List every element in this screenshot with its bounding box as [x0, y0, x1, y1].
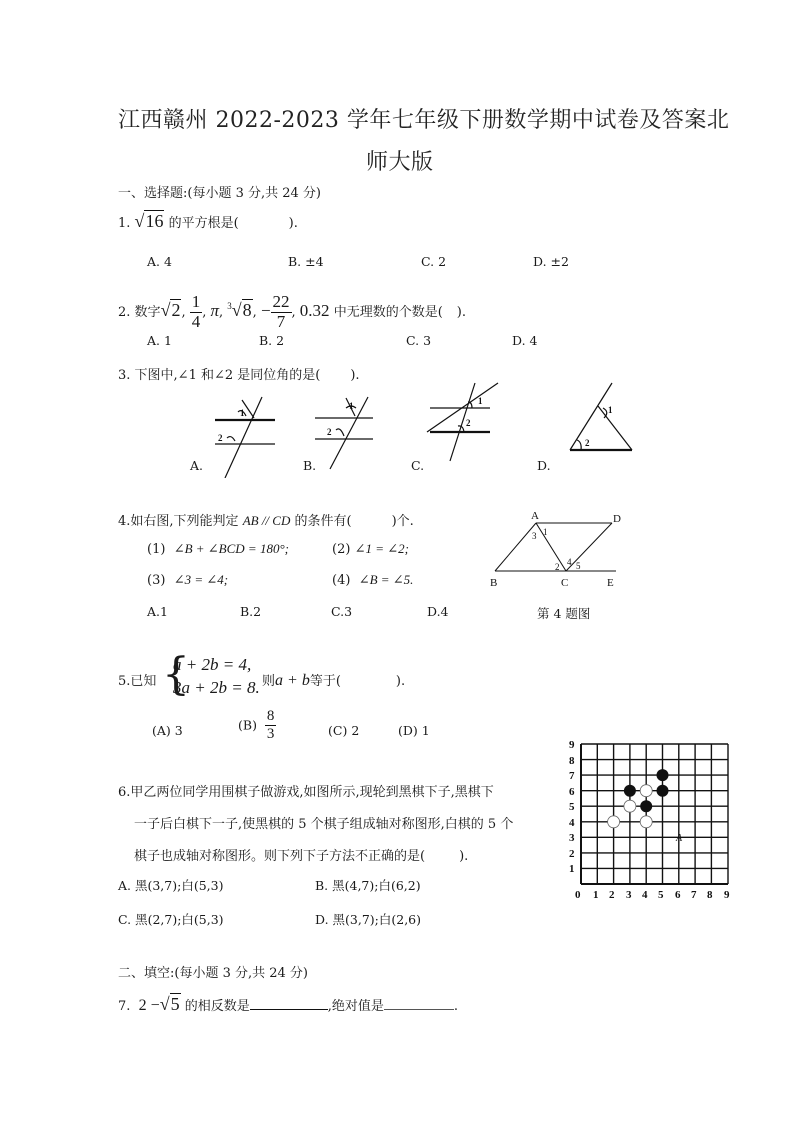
svg-text:D: D [613, 513, 621, 525]
svg-text:4: 4 [569, 817, 575, 829]
q5-equation-2: 3a + 2b = 8. [173, 678, 260, 697]
question-1: 1. √16 的平方根是( ). [118, 211, 298, 231]
black-stone [624, 785, 636, 797]
q5-option-a: (A) 3 [152, 723, 183, 738]
q3-figure-label-b: B. [303, 458, 317, 473]
svg-text:2: 2 [218, 433, 223, 443]
svg-text:C: C [561, 577, 569, 588]
section-heading-fill: 二、填空:(每小题 3 分,共 24 分) [118, 966, 308, 981]
q1-option-b: B. ±4 [288, 254, 324, 269]
q5-stem: 则a + b等于( ). [262, 672, 406, 689]
q2-option-b: B. 2 [259, 333, 285, 348]
fraction-1-4: $\frac{1}{4}$ [191, 292, 201, 331]
black-stone [657, 785, 669, 797]
svg-text:3: 3 [532, 531, 537, 541]
svg-text:E: E [607, 577, 614, 588]
question-number: 2. [118, 305, 131, 320]
svg-text:2: 2 [327, 427, 332, 437]
svg-text:6: 6 [675, 889, 681, 901]
svg-text:8: 8 [707, 889, 713, 901]
repeating-decimal: 0.32 [299, 301, 330, 320]
section-heading-choice: 一、选择题:(每小题 3 分,共 24 分) [118, 186, 321, 201]
svg-text:7: 7 [691, 889, 697, 901]
q3-figure-label-c: C. [411, 458, 425, 473]
fraction-22-7: $\frac{22}{7}$ [272, 292, 290, 331]
question-stem: 的平方根是( [168, 216, 239, 231]
question-2: 2. 数字√2, $\frac{1}{4}$ , π, $^3$√8, − $\frac{22}{7}$ , 0.32 中无理数的个数是( ). [118, 292, 466, 331]
q1-option-c: C. 2 [421, 254, 447, 269]
svg-text:2: 2 [555, 562, 560, 572]
q1-option-d: D. ±2 [533, 254, 569, 269]
svg-text:1: 1 [478, 396, 483, 406]
svg-text:7: 7 [569, 770, 575, 782]
svg-text:1: 1 [593, 889, 599, 901]
svg-text:5: 5 [569, 801, 575, 813]
go-board-figure [565, 736, 740, 906]
svg-text:2: 2 [609, 889, 615, 901]
sqrt-2: √2 [160, 300, 181, 320]
q6-option-c: C. 黑(2,7);白(5,3) [118, 912, 224, 927]
question-3: 3. 下图中,∠1 和∠2 是同位角的是( ). [118, 368, 360, 383]
cube-root-8: $^3$√8 [227, 300, 252, 320]
svg-text:3: 3 [569, 832, 575, 844]
svg-text:A: A [676, 833, 683, 844]
brace-icon: { [162, 649, 190, 700]
black-stone [640, 800, 652, 812]
q2-option-a: A. 1 [147, 333, 172, 348]
svg-text:5: 5 [658, 889, 664, 901]
svg-text:6: 6 [569, 786, 575, 798]
q3-figure-label-d: D. [537, 458, 551, 473]
q4-figure-caption: 第 4 题图 [537, 606, 591, 621]
q4-condition-3: (3) ∠3 = ∠4; [147, 572, 229, 588]
q6-line-1: 6.甲乙两位同学用围棋子做游戏,如图所示,现轮到黑棋下子,黑棋下 [118, 785, 494, 800]
question-4: 4.如右图,下列能判定 AB // CD 的条件有( )个. [118, 513, 414, 529]
q4-option-c: C.3 [331, 604, 353, 619]
answer-blank-opposite[interactable] [250, 995, 328, 1010]
q4-figure [486, 508, 626, 588]
white-stone [624, 800, 636, 812]
white-stone [640, 785, 652, 797]
svg-text:3: 3 [626, 889, 632, 901]
q6-option-a: A. 黑(3,7);白(5,3) [118, 878, 224, 893]
svg-text:B: B [490, 577, 498, 588]
svg-text:2: 2 [569, 848, 575, 860]
q6-line-3: 棋子也成轴对称图形。则下列下子方法不正确的是( ). [134, 849, 469, 864]
svg-text:1: 1 [349, 401, 354, 411]
q3-figure-label-a: A. [190, 458, 204, 473]
white-stone [608, 816, 620, 828]
svg-text:1: 1 [543, 527, 548, 537]
question-7: 7. 2 −√5 的相反数是 ,绝对值是 . [118, 994, 459, 1014]
answer-blank-absolute[interactable] [384, 995, 454, 1010]
q5-option-b: (B) $\frac{8}{3}$ [238, 708, 275, 742]
q5-option-d: (D) 1 [398, 723, 430, 738]
q5-prefix: 5.已知 [118, 674, 157, 689]
svg-text:0: 0 [575, 889, 581, 901]
q4-option-b: B.2 [240, 604, 262, 619]
q4-option-a: A.1 [147, 604, 168, 619]
svg-text:1: 1 [569, 863, 575, 875]
svg-text:A: A [531, 510, 539, 522]
q6-option-d: D. 黑(3,7);白(2,6) [315, 912, 421, 927]
document-title-line2: 师大版 [366, 150, 434, 175]
svg-text:9: 9 [569, 739, 575, 751]
q5-option-c: (C) 2 [328, 723, 360, 738]
q6-option-b: B. 黑(4,7);白(6,2) [315, 878, 421, 893]
svg-text:4: 4 [567, 557, 572, 567]
svg-text:1: 1 [608, 405, 613, 415]
q4-condition-1: (1) ∠B + ∠BCD = 180°; [147, 541, 289, 557]
svg-text:2: 2 [466, 418, 471, 428]
document-title-line1: 江西赣州 2022-2023 学年七年级下册数学期中试卷及答案北 [118, 108, 730, 133]
black-stone [657, 769, 669, 781]
q5-equation-1: a + 2b = 4, [173, 655, 252, 674]
q4-condition-2: (2) ∠1 = ∠2; [332, 541, 409, 557]
svg-text:4: 4 [642, 889, 648, 901]
svg-text:1: 1 [240, 408, 245, 418]
white-stone [640, 816, 652, 828]
q1-option-a: A. 4 [147, 254, 172, 269]
svg-text:5: 5 [576, 561, 581, 571]
sqrt-5: √5 [159, 994, 180, 1014]
question-number: 1. [118, 216, 131, 231]
q4-option-d: D.4 [427, 604, 449, 619]
q6-line-2: 一子后白棋下一子,使黑棋的 5 个棋子组成轴对称图形,白棋的 5 个 [134, 817, 514, 832]
q4-condition-4: (4) ∠B = ∠5. [332, 572, 414, 588]
sqrt-expression: √16 [134, 211, 164, 231]
svg-text:2: 2 [585, 438, 590, 448]
q2-option-d: D. 4 [512, 333, 538, 348]
svg-text:8: 8 [569, 755, 575, 767]
q2-option-c: C. 3 [406, 333, 432, 348]
svg-text:9: 9 [724, 889, 730, 901]
